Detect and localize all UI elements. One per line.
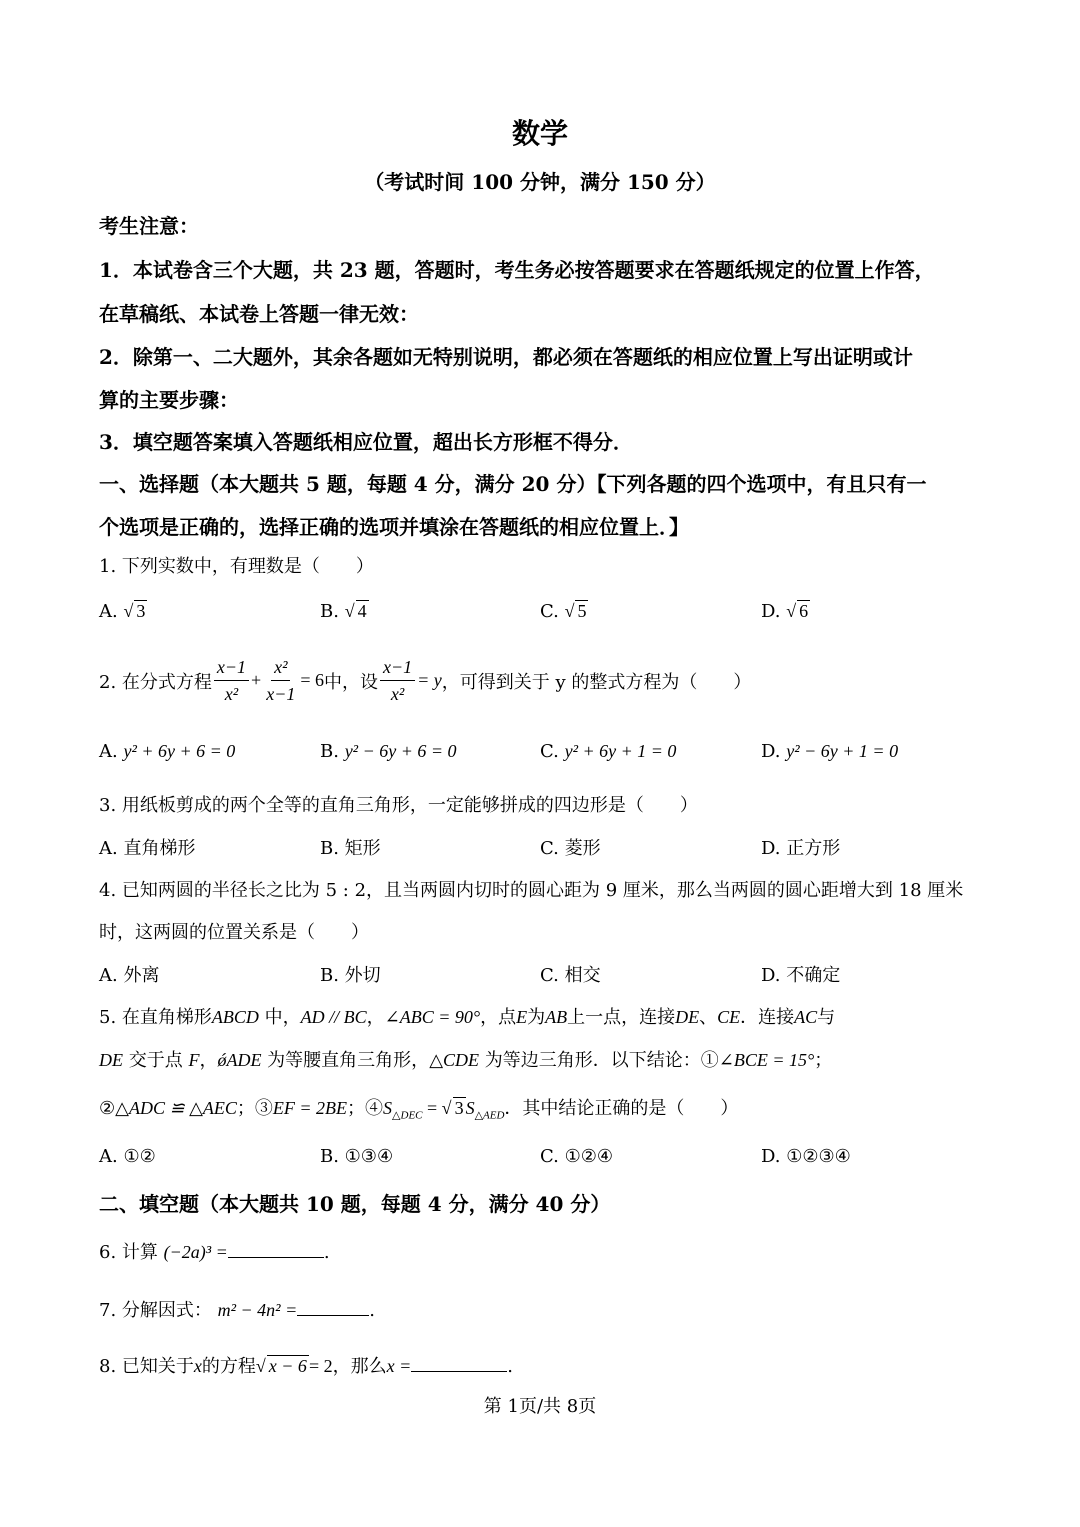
q5-option-c: C. ①②④ [540, 1146, 613, 1167]
notice-line-5: 3．填空题答案填入答题纸相应位置，超出长方形框不得分． [99, 430, 633, 454]
q5-text: 为等腰直角三角形， [261, 1050, 430, 1071]
q2-option-a-label: A. [99, 741, 118, 762]
q5-text: ， [199, 1050, 218, 1071]
q5-math: AB [545, 1007, 568, 1027]
q5-math: △ADC ≌ △AEC [115, 1098, 237, 1118]
q5-math: F [188, 1050, 200, 1070]
q2-option-b [320, 741, 457, 762]
q2-fraction-1-numerator: x−1 [214, 654, 249, 681]
q5-text: 中， [258, 1007, 301, 1028]
q5-text: ；④ [347, 1098, 384, 1119]
q8-mid2: ，那么 [332, 1356, 387, 1377]
q2-stem [99, 654, 751, 707]
q4-option-a: A. 外离 [99, 965, 160, 986]
q4-stem-line-1: 4. 已知两圆的半径长之比为 5 : 2，且当两圆内切时的圆心距为 9 厘米，那么当两圆的圆心距增大到 18 厘米 [99, 880, 964, 901]
q5-math: ∠BCE = 15° [718, 1050, 815, 1070]
q5-text: 交于点 [123, 1050, 189, 1071]
q2-equals: = 6 [300, 670, 324, 690]
q5-text: ；③ [236, 1098, 273, 1119]
q3-option-d: D. 正方形 [761, 838, 841, 859]
q1-option-b-value: 4 [357, 601, 367, 621]
q5-math: DE [675, 1007, 700, 1027]
q1-option-d-value: 6 [799, 601, 809, 621]
q7-end: . [369, 1300, 375, 1321]
section1-heading-line-1: 一、选择题（本大题共 5 题，每题 4 分，满分 20 分）【下列各题的四个选项中，有且只有一 [99, 472, 927, 496]
q2-option-c-label: C. [540, 741, 559, 762]
q2-fraction-1 [214, 654, 249, 707]
q5-option-a: A. ①② [99, 1146, 156, 1167]
q6-stem [99, 1238, 330, 1264]
q5-text: 、 [699, 1007, 718, 1028]
page-footer: 第 1页/共 8页 [483, 1396, 597, 1417]
q5-math: △CDE [429, 1050, 480, 1070]
q8-variable-eq: x = [386, 1356, 412, 1376]
q8-stem [99, 1352, 513, 1378]
q7-expression: m² − 4n² = [217, 1300, 298, 1320]
q2-fraction-1-denominator: x² [224, 684, 239, 704]
section1-heading-line-2: 个选项是正确的，选择正确的选项并填涂在答题纸的相应位置上．】 [99, 515, 689, 539]
q5-text: 与 [817, 1007, 836, 1028]
q5-stem-line-1 [99, 1003, 835, 1029]
q1-option-c [540, 600, 588, 622]
q8-mid: 的方程 [201, 1356, 256, 1377]
q5-text: ．其中结论正确的是（ ） [504, 1098, 739, 1119]
q8-end: . [507, 1356, 513, 1377]
sqrt-symbol: √ [564, 601, 575, 621]
section2-heading: 二、填空题（本大题共 10 题，每题 4 分，满分 40 分） [99, 1192, 611, 1216]
q5-math: E [516, 1007, 528, 1027]
q2-mid: 中，设 [324, 671, 378, 693]
q1-stem: 1. 下列实数中，有理数是（ ） [99, 556, 374, 577]
q8-prefix: 8. 已知关于 [99, 1356, 194, 1377]
q2-fraction-2-numerator: x² [271, 654, 290, 681]
q2-option-a [99, 741, 235, 762]
q5-math: ǿADE [217, 1050, 262, 1070]
sqrt-symbol: √ [344, 601, 355, 621]
q2-fraction-2-denominator: x−1 [266, 684, 296, 704]
q2-fraction-3-denominator: x² [390, 684, 405, 704]
q1-option-b [320, 600, 369, 622]
q2-plus: + [251, 670, 262, 690]
q1-option-a [99, 600, 147, 622]
notice-line-4: 算的主要步骤： [99, 388, 239, 412]
q4-option-b: B. 外切 [320, 965, 381, 986]
q1-option-a-value: 3 [136, 601, 146, 621]
q7-stem [99, 1296, 375, 1322]
q2-suffix: ，可得到关于 y 的整式方程为（ ） [441, 671, 752, 693]
q5-text: 5. 在直角梯形 [99, 1007, 212, 1028]
answer-blank [297, 1297, 369, 1316]
q5-math-subscript: △AED [474, 1109, 505, 1122]
q1-option-c-value: 5 [577, 601, 587, 621]
q1-option-b-label: B. [320, 601, 339, 622]
q5-math: ∠ABC = 90° [384, 1007, 481, 1027]
q5-math: ABCD [211, 1007, 259, 1027]
q5-math: AD // BC [300, 1007, 367, 1027]
q8-variable: x [193, 1356, 202, 1376]
q4-option-c: C. 相交 [540, 965, 601, 986]
q5-math: CE [717, 1007, 741, 1027]
q6-end: . [323, 1242, 330, 1263]
q5-text: 为等边三角形．以下结论：① [479, 1050, 719, 1071]
q6-expression: (−2a)³ = [163, 1242, 228, 1262]
q5-math: AC [794, 1007, 818, 1027]
q5-math: DE [99, 1050, 123, 1070]
q2-fraction-2 [263, 654, 298, 707]
q4-option-d: D. 不确定 [761, 965, 841, 986]
q5-math-subscript: △DEC [392, 1109, 423, 1122]
q6-prefix: 6. 计算 [99, 1242, 158, 1263]
q5-math: EF = 2BE [272, 1098, 348, 1118]
q5-text: ② [99, 1098, 116, 1119]
q5-stem-line-2 [99, 1046, 832, 1072]
q3-stem: 3. 用纸板剪成的两个全等的直角三角形，一定能够拼成的四边形是（ ） [99, 795, 698, 816]
q5-math: = [422, 1098, 442, 1118]
q5-text: ．连接 [740, 1007, 795, 1028]
q5-math: S [383, 1098, 393, 1118]
q3-option-b: B. 矩形 [320, 838, 381, 859]
q5-text: ，点 [480, 1007, 517, 1028]
q5-text: ； [814, 1050, 833, 1071]
exam-duration-subtitle: （考试时间 100 分钟，满分 150 分） [364, 170, 716, 194]
q8-radicand: x − 6 [268, 1356, 307, 1376]
answer-blank [411, 1353, 507, 1372]
page-title: 数学 [511, 117, 568, 150]
q7-prefix: 7. 分解因式： [99, 1300, 212, 1321]
sqrt-symbol: √ [786, 601, 797, 621]
q1-option-d-label: D. [761, 601, 781, 622]
sqrt-symbol: √ [255, 1356, 266, 1376]
q2-fraction-3-numerator: x−1 [380, 654, 415, 681]
q2-option-b-label: B. [320, 741, 339, 762]
notice-line-1: 1．本试卷含三个大题，共 23 题，答题时，考生务必按答题要求在答题纸规定的位置上作答， [99, 258, 935, 282]
q5-text: 上一点，连接 [567, 1007, 676, 1028]
q1-option-a-label: A. [99, 601, 118, 622]
sqrt-symbol: √ [123, 601, 134, 621]
q2-fraction-3 [380, 654, 415, 707]
q2-option-a-value: y² + 6y + 6 = 0 [123, 741, 236, 761]
q5-text: ， [366, 1007, 385, 1028]
q5-math-radicand: 3 [454, 1098, 464, 1118]
q1-option-d [761, 600, 810, 622]
q1-option-c-label: C. [540, 601, 559, 622]
q5-text: 为 [527, 1007, 546, 1028]
q2-equals-y: = y [417, 670, 442, 690]
q2-option-c [540, 741, 676, 762]
notice-heading: 考生注意： [99, 214, 199, 238]
q2-prefix: 2. 在分式方程 [99, 671, 212, 693]
q2-option-b-value: y² − 6y + 6 = 0 [344, 741, 457, 761]
answer-blank [228, 1239, 324, 1258]
q5-stem-line-3 [99, 1094, 738, 1122]
q2-option-c-value: y² + 6y + 1 = 0 [564, 741, 677, 761]
q2-option-d-value: y² − 6y + 1 = 0 [786, 741, 899, 761]
notice-line-3: 2．除第一、二大题外，其余各题如无特别说明，都必须在答题纸的相应位置上写出证明或计 [99, 345, 913, 369]
q8-equals: = 2 [308, 1356, 333, 1376]
q5-option-b: B. ①③④ [320, 1146, 394, 1167]
sqrt-symbol: √ [441, 1098, 452, 1118]
q4-stem-line-2: 时，这两圆的位置关系是（ ） [99, 922, 369, 943]
q5-math: S [465, 1098, 475, 1118]
q2-option-d [761, 741, 898, 762]
q2-option-d-label: D. [761, 741, 781, 762]
notice-line-2: 在草稿纸、本试卷上答题一律无效： [99, 302, 419, 326]
q3-option-a: A. 直角梯形 [99, 838, 196, 859]
q3-option-c: C. 菱形 [540, 838, 601, 859]
q5-option-d: D. ①②③④ [761, 1146, 851, 1167]
